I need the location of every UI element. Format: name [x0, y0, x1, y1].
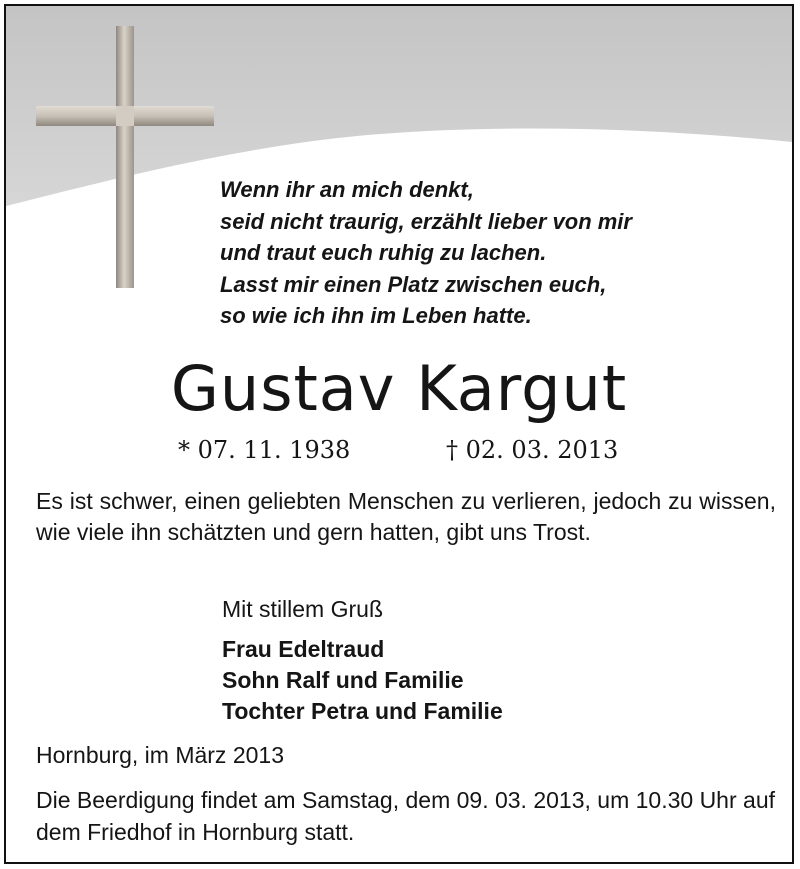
funeral-info: Die Beerdigung findet am Samstag, dem 09. 03. 2013, um 10.30 Uhr auf dem Friedhof in Hornburg statt.: [36, 787, 775, 845]
poem-line: und traut euch ruhig zu lachen.: [220, 240, 547, 265]
poem-line: Lasst mir einen Platz zwischen euch,: [220, 271, 607, 297]
birth-date: * 07. 11. 1938: [178, 436, 351, 464]
deceased-name: Gustav Kargut: [170, 352, 628, 425]
signatory: Tochter Petra und Familie: [222, 698, 503, 724]
death-date: † 02. 03. 2013: [446, 436, 619, 464]
poem-line: seid nicht traurig, erzählt lieber von mir: [220, 208, 632, 234]
condolence-paragraph: Es ist schwer, einen geliebten Menschen zu verlieren, jedoch zu wissen, wie viele ihn schätzten und gern hatten, gibt uns Trost.: [36, 488, 776, 545]
place-date: Hornburg, im März 2013: [36, 742, 284, 768]
poem-line: Wenn ihr an mich denkt,: [220, 177, 474, 202]
obituary-frame: [4, 4, 794, 864]
signatory: Sohn Ralf und Familie: [222, 667, 464, 693]
signatory: Frau Edeltraud: [222, 636, 385, 662]
cross-icon: [36, 26, 214, 288]
signatories: [222, 634, 503, 727]
greeting: Mit stillem Gruß: [222, 596, 383, 622]
poem-block: [220, 174, 632, 332]
poem-line: so wie ich ihn im Leben hatte.: [220, 303, 532, 328]
